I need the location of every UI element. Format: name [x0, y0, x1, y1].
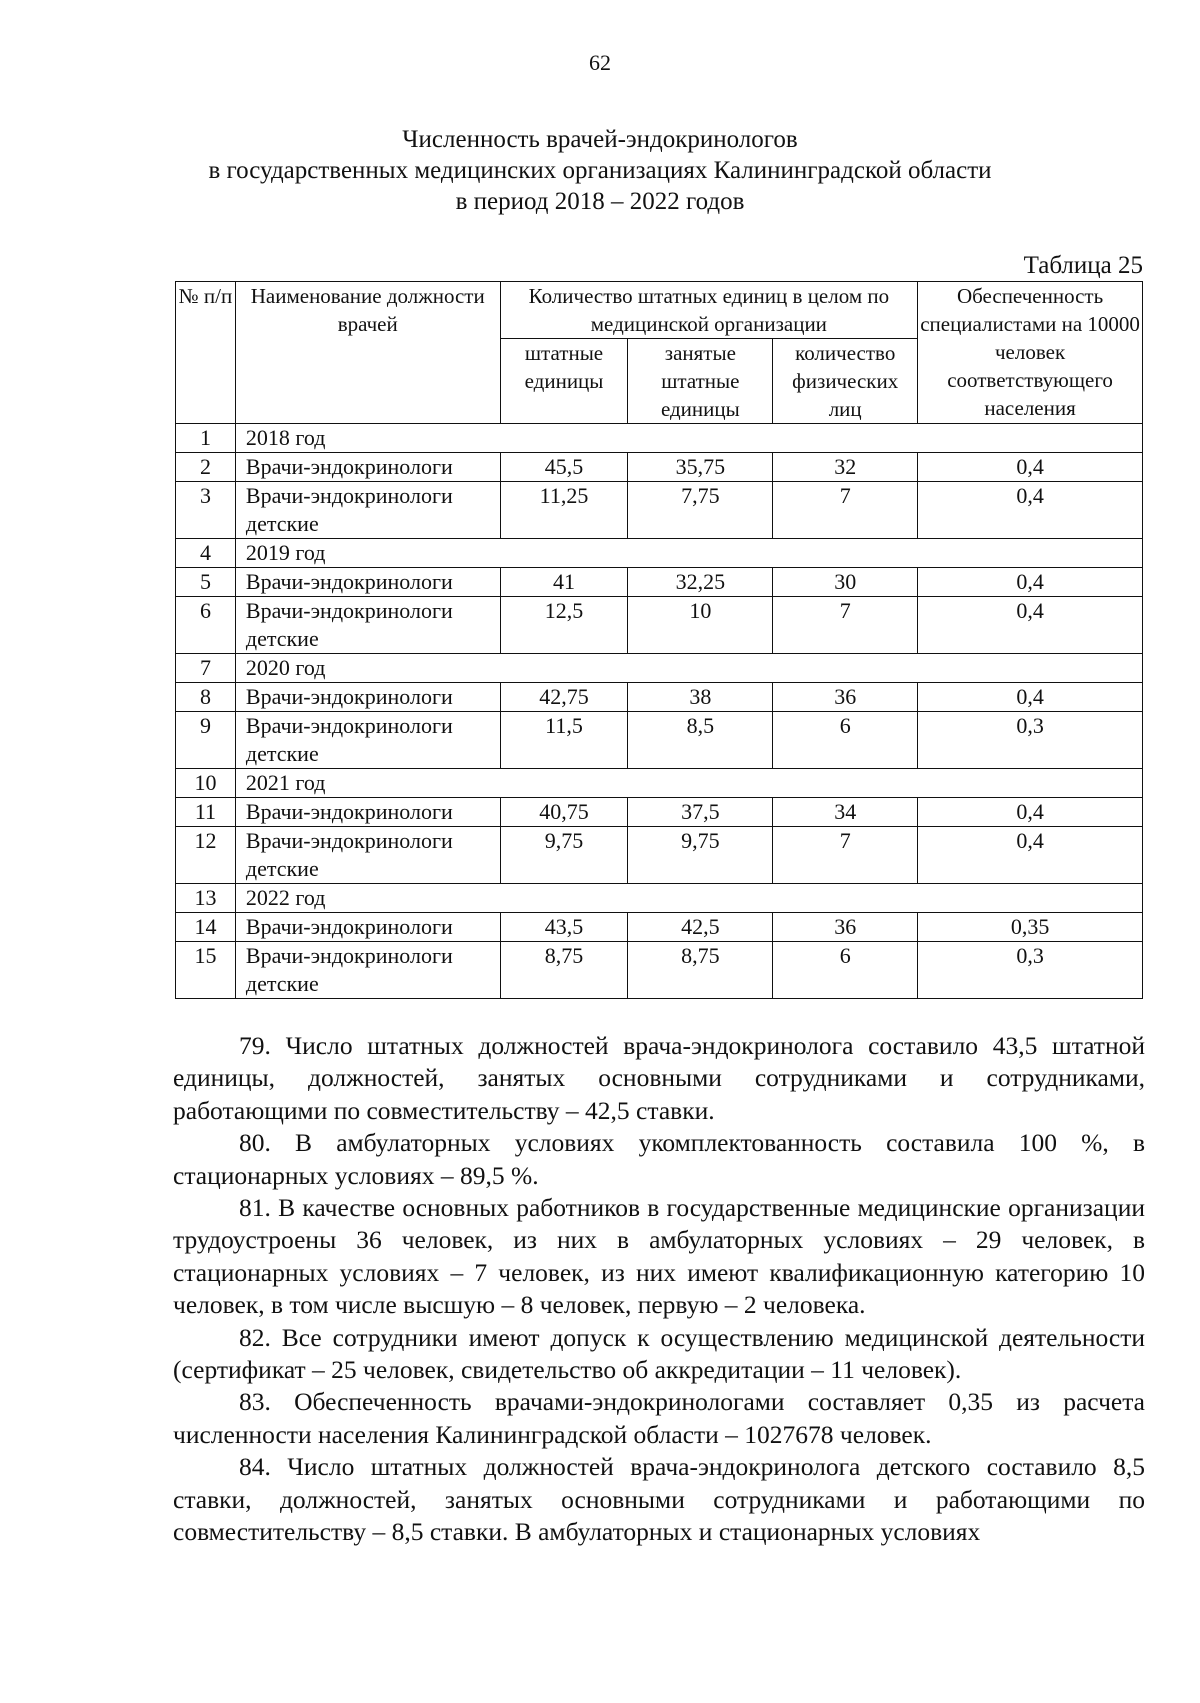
paragraph: 79. Число штатных должностей врача-эндокринолога составило 43,5 штатной единицы, должностей, занятых основными сотрудниками и сотрудниками, работающими по совместительству – 42,5 ставки.	[173, 1031, 1145, 1125]
staff-units-value: 12,5	[500, 597, 628, 654]
physical-persons-value: 36	[773, 913, 918, 942]
header-name: Наименование должности врачей	[235, 282, 500, 424]
table-body	[176, 424, 1143, 999]
staff-units-value: 11,5	[500, 712, 628, 769]
provision-value: 0,4	[918, 482, 1143, 539]
staff-units-value: 11,25	[500, 482, 628, 539]
position-name: Врачи-эндокринологи детские	[235, 597, 500, 654]
staffing-table	[175, 281, 1143, 999]
occupied-units-value: 7,75	[628, 482, 773, 539]
paragraph: 81. В качестве основных работников в государственные медицинские организации трудоустроены 36 человек, из них в амбулаторных условиях – 29 человек, в стационарных условиях – 7 человек, из них имеют квалификационную категорию 10 человек, в том числе высшую – 8 человек, первую – 2 человека.	[173, 1193, 1145, 1320]
position-name: Врачи-эндокринологи детские	[235, 482, 500, 539]
table-year-row	[176, 654, 1143, 683]
occupied-units-value: 10	[628, 597, 773, 654]
physical-persons-value: 32	[773, 453, 918, 482]
table-row	[176, 913, 1143, 942]
physical-persons-value: 30	[773, 568, 918, 597]
body-text	[173, 1030, 1145, 1549]
title-line: в период 2018 – 2022 годов	[455, 188, 745, 215]
table-row	[176, 683, 1143, 712]
row-number: 11	[176, 798, 236, 827]
provision-value: 0,3	[918, 712, 1143, 769]
row-number: 9	[176, 712, 236, 769]
occupied-units-value: 35,75	[628, 453, 773, 482]
year-label: 2019 год	[235, 539, 1142, 568]
row-number: 10	[176, 769, 236, 798]
physical-persons-value: 7	[773, 482, 918, 539]
position-name: Врачи-эндокринологи	[235, 798, 500, 827]
position-name: Врачи-эндокринологи детские	[235, 827, 500, 884]
occupied-units-value: 37,5	[628, 798, 773, 827]
row-number: 14	[176, 913, 236, 942]
row-number: 7	[176, 654, 236, 683]
table-row	[176, 597, 1143, 654]
provision-value: 0,4	[918, 568, 1143, 597]
table-year-row	[176, 884, 1143, 913]
paragraph: 83. Обеспеченность врачами-эндокринологами составляет 0,35 из расчета численности населения Калининградской области – 1027678 человек.	[173, 1387, 1145, 1449]
physical-persons-value: 7	[773, 827, 918, 884]
physical-persons-value: 34	[773, 798, 918, 827]
header-physical-persons: количество физических лиц	[773, 339, 918, 424]
position-name: Врачи-эндокринологи	[235, 568, 500, 597]
row-number: 1	[176, 424, 236, 453]
position-name: Врачи-эндокринологи детские	[235, 712, 500, 769]
position-name: Врачи-эндокринологи	[235, 453, 500, 482]
provision-value: 0,4	[918, 798, 1143, 827]
row-number: 2	[176, 453, 236, 482]
occupied-units-value: 8,75	[628, 942, 773, 999]
provision-value: 0,4	[918, 597, 1143, 654]
provision-value: 0,35	[918, 913, 1143, 942]
row-number: 4	[176, 539, 236, 568]
document-title	[150, 124, 1050, 217]
year-label: 2021 год	[235, 769, 1142, 798]
year-label: 2018 год	[235, 424, 1142, 453]
row-number: 15	[176, 942, 236, 999]
occupied-units-value: 42,5	[628, 913, 773, 942]
table-row	[176, 712, 1143, 769]
header-num: № п/п	[176, 282, 236, 424]
staff-units-value: 41	[500, 568, 628, 597]
occupied-units-value: 38	[628, 683, 773, 712]
table-row	[176, 568, 1143, 597]
table-year-row	[176, 769, 1143, 798]
page-number: 62	[589, 50, 611, 75]
staff-units-value: 9,75	[500, 827, 628, 884]
header-occupied-units: занятые штатные единицы	[628, 339, 773, 424]
table-caption: Таблица 25	[1023, 252, 1143, 279]
row-number: 13	[176, 884, 236, 913]
provision-value: 0,4	[918, 453, 1143, 482]
position-name: Врачи-эндокринологи	[235, 913, 500, 942]
row-number: 12	[176, 827, 236, 884]
paragraph: 84. Число штатных должностей врача-эндокринолога детского составило 8,5 ставки, должностей, занятых основными сотрудниками и работающими по совместительству – 8,5 ставки. В амбулаторных и стационарных условиях	[173, 1452, 1145, 1547]
table-row	[176, 482, 1143, 539]
provision-value: 0,3	[918, 942, 1143, 999]
title-line: Численность врачей-эндокринологов	[402, 126, 798, 153]
table-row	[176, 453, 1143, 482]
staff-units-value: 40,75	[500, 798, 628, 827]
year-label: 2022 год	[235, 884, 1142, 913]
year-label: 2020 год	[235, 654, 1142, 683]
provision-value: 0,4	[918, 683, 1143, 712]
physical-persons-value: 7	[773, 597, 918, 654]
table-row	[176, 942, 1143, 999]
header-staff-units: штатные единицы	[500, 339, 628, 424]
provision-value: 0,4	[918, 827, 1143, 884]
occupied-units-value: 32,25	[628, 568, 773, 597]
staff-units-value: 42,75	[500, 683, 628, 712]
row-number: 6	[176, 597, 236, 654]
row-number: 3	[176, 482, 236, 539]
header-provision: Обеспеченность специалистами на 10000 человек соответствующего населения	[918, 282, 1143, 424]
physical-persons-value: 6	[773, 942, 918, 999]
staff-units-value: 43,5	[500, 913, 628, 942]
table-year-row	[176, 424, 1143, 453]
position-name: Врачи-эндокринологи	[235, 683, 500, 712]
position-name: Врачи-эндокринологи детские	[235, 942, 500, 999]
paragraph: 82. Все сотрудники имеют допуск к осуществлению медицинской деятельности (сертификат – 25 человек, свидетельство об аккредитации – 11 человек).	[173, 1322, 1145, 1385]
paragraph: 80. В амбулаторных условиях укомплектованность составила 100 %, в стационарных условиях – 89,5 %.	[173, 1128, 1145, 1190]
row-number: 5	[176, 568, 236, 597]
staff-units-value: 8,75	[500, 942, 628, 999]
occupied-units-value: 9,75	[628, 827, 773, 884]
table-row	[176, 798, 1143, 827]
row-number: 8	[176, 683, 236, 712]
table-year-row	[176, 539, 1143, 568]
physical-persons-value: 36	[773, 683, 918, 712]
physical-persons-value: 6	[773, 712, 918, 769]
title-line: в государственных медицинских организациях Калининградской области	[208, 157, 992, 184]
header-group: Количество штатных единиц в целом по медицинской организации	[500, 282, 918, 339]
table-row	[176, 827, 1143, 884]
staff-units-value: 45,5	[500, 453, 628, 482]
occupied-units-value: 8,5	[628, 712, 773, 769]
